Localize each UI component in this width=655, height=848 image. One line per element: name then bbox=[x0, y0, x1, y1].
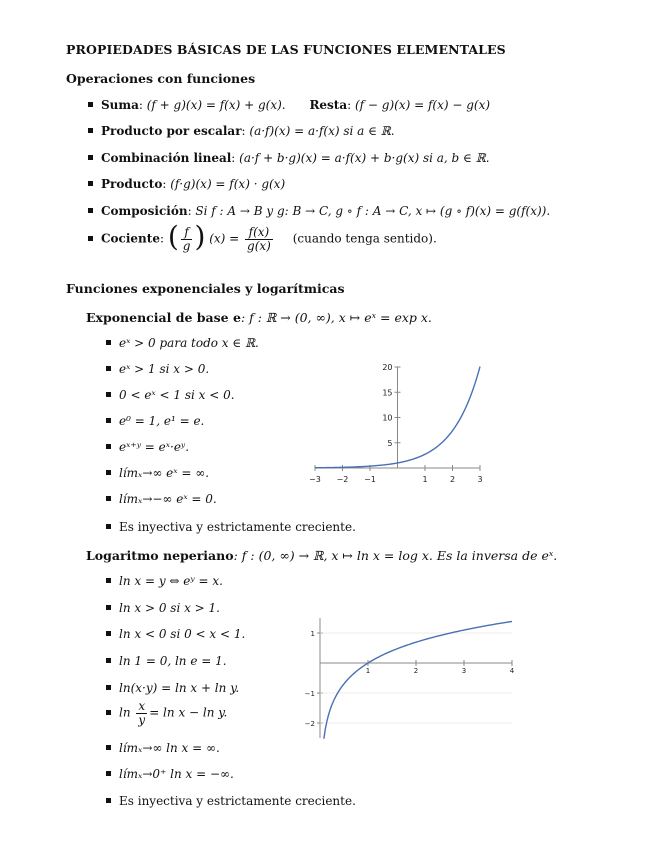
bullet-icon bbox=[88, 102, 93, 107]
expr-cociente-x: (x) = bbox=[209, 231, 240, 246]
list-item-log: límₓ→0⁺ ln x = −∞. bbox=[106, 767, 234, 781]
label-exponencial: Exponencial de base e bbox=[86, 310, 241, 325]
label-producto: Producto bbox=[101, 177, 163, 191]
exp-chart bbox=[300, 355, 500, 490]
list-item-cociente: Cociente: ( $\frac{f}{g}$ ) (x) = $\frac{f(x)}{g(x)}$ (cuando tenga sentido). bbox=[88, 225, 437, 253]
list-item-exp: Es inyectiva y estrictamente creciente. bbox=[106, 520, 356, 534]
bullet-icon bbox=[106, 392, 111, 397]
list-item-producto: Producto: (f·g)(x) = f(x) · g(x) bbox=[88, 177, 285, 191]
list-item-log: Es inyectiva y estrictamente creciente. bbox=[106, 794, 356, 808]
bullet-icon bbox=[88, 236, 93, 241]
y-tick-label: −2 bbox=[304, 720, 315, 728]
fraction-fx-over-gx: $\frac{f(x)}{g(x)}$ bbox=[247, 224, 271, 253]
expr-exponencial: : f : ℝ → (0, ∞), x ↦ eˣ = exp x. bbox=[240, 310, 432, 325]
bullet-icon bbox=[106, 496, 111, 501]
bullet-icon bbox=[106, 418, 111, 423]
expr-composicion: Si f : A → B y g: B → C, g ∘ f : A → C, x ↦ (g ∘ f)(x) = g(f(x)). bbox=[195, 204, 551, 218]
bullet-icon bbox=[106, 578, 111, 583]
list-item-exp: eˣ > 1 si x > 0. bbox=[106, 362, 209, 376]
bullet-icon bbox=[106, 745, 111, 750]
y-tick-label: 10 bbox=[382, 413, 393, 423]
y-tick-label: 5 bbox=[387, 438, 393, 448]
expr-escalar: (a·f)(x) = a·f(x) si a ∈ ℝ. bbox=[249, 124, 395, 138]
y-tick-label: 15 bbox=[382, 388, 393, 398]
list-item-log: ln x < 0 si 0 < x < 1. bbox=[106, 627, 245, 641]
list-item-exp: límₓ→∞ eˣ = ∞. bbox=[106, 466, 209, 480]
page-title: PROPIEDADES BÁSICAS DE LAS FUNCIONES ELEMENTALES bbox=[66, 42, 506, 57]
bullet-icon bbox=[106, 470, 111, 475]
bullet-icon bbox=[106, 366, 111, 371]
label-logaritmo: Logaritmo neperiano bbox=[86, 548, 234, 563]
bullet-icon bbox=[106, 340, 111, 345]
x-tick-label: 4 bbox=[509, 667, 515, 675]
expr-resta: (f − g)(x) = f(x) − g(x) bbox=[354, 98, 491, 112]
cociente-note: (cuando tenga sentido). bbox=[292, 231, 437, 246]
x-tick-label: −1 bbox=[364, 475, 376, 484]
expr-suma: (f + g)(x) = f(x) + g(x). bbox=[146, 98, 286, 112]
series-line bbox=[324, 621, 512, 738]
bullet-icon bbox=[106, 798, 111, 803]
bullet-icon bbox=[106, 605, 111, 610]
x-tick-label: −3 bbox=[309, 475, 321, 484]
list-item-exp: e⁰ = 1, e¹ = e. bbox=[106, 414, 204, 428]
list-item-exp: eˣ > 0 para todo x ∈ ℝ. bbox=[106, 336, 259, 350]
x-tick-label: 1 bbox=[365, 667, 371, 675]
y-tick-label: −1 bbox=[304, 690, 315, 698]
bullet-icon bbox=[106, 710, 111, 715]
fraction-f-over-g: $\frac{f}{g}$ bbox=[182, 224, 191, 253]
bullet-icon bbox=[88, 155, 93, 160]
list-item-log: ln x = y ⇔ eʸ = x. bbox=[106, 574, 223, 588]
bullet-icon bbox=[106, 444, 111, 449]
list-item-log: límₓ→∞ ln x = ∞. bbox=[106, 741, 220, 755]
exp-definition bbox=[86, 310, 432, 325]
section-heading-exponenciales: Funciones exponenciales y logarítmicas bbox=[66, 281, 345, 296]
list-item-exp: eˣ⁺ʸ = eˣ·eʸ. bbox=[106, 440, 189, 454]
list-item-log: ln 1 = 0, ln e = 1. bbox=[106, 654, 227, 668]
label-resta: Resta bbox=[309, 98, 348, 112]
list-item-log: ln x > 0 si x > 1. bbox=[106, 601, 220, 615]
y-tick-label: 20 bbox=[382, 363, 393, 372]
bullet-icon bbox=[106, 771, 111, 776]
bullet-icon bbox=[106, 524, 111, 529]
log-definition bbox=[86, 548, 557, 563]
list-item-exp: límₓ→−∞ eˣ = 0. bbox=[106, 492, 217, 506]
bullet-icon bbox=[88, 128, 93, 133]
label-composicion: Composición bbox=[101, 204, 188, 218]
expr-producto: (f·g)(x) = f(x) · g(x) bbox=[170, 177, 286, 191]
label-suma: Suma bbox=[101, 98, 139, 112]
x-tick-label: 3 bbox=[477, 475, 483, 484]
bullet-icon bbox=[88, 208, 93, 213]
list-item-composicion: Composición: Si f : A → B y g: B → C, g ∘ f : A → C, x ↦ (g ∘ f)(x) = g(f(x)). bbox=[88, 204, 550, 218]
list-item-combinacion: Combinación lineal: (a·f + b·g)(x) = a·f(x) + b·g(x) si a, b ∈ ℝ. bbox=[88, 151, 490, 165]
x-tick-label: 2 bbox=[449, 475, 456, 484]
label-escalar: Producto por escalar bbox=[101, 124, 242, 138]
label-cociente: Cociente bbox=[101, 231, 160, 246]
label-combinacion: Combinación lineal bbox=[101, 151, 232, 165]
list-item-log: ln $\frac{x}{y}$ = ln x − ln y. bbox=[106, 700, 227, 726]
x-tick-label: 1 bbox=[422, 475, 428, 484]
list-item-escalar: Producto por escalar: (a·f)(x) = a·f(x) si a ∈ ℝ. bbox=[88, 124, 395, 138]
log-chart bbox=[300, 612, 520, 742]
bullet-icon bbox=[88, 181, 93, 186]
x-tick-label: 2 bbox=[413, 667, 419, 675]
bullet-icon bbox=[106, 685, 111, 690]
list-item-log: ln(x·y) = ln x + ln y. bbox=[106, 681, 239, 695]
section-heading-operaciones: Operaciones con funciones bbox=[66, 71, 256, 86]
y-tick-label: 1 bbox=[310, 630, 315, 638]
x-tick-label: −2 bbox=[336, 475, 349, 484]
fraction-x-over-y: $\frac{x}{y}$ bbox=[138, 699, 146, 727]
bullet-icon bbox=[106, 631, 111, 636]
x-tick-label: 3 bbox=[461, 667, 467, 675]
list-item-exp: 0 < eˣ < 1 si x < 0. bbox=[106, 388, 235, 402]
list-item-suma: Suma: (f + g)(x) = f(x) + g(x). Resta: (f − g)(x) = f(x) − g(x) bbox=[88, 98, 490, 112]
expr-logaritmo: : f : (0, ∞) → ℝ, x ↦ ln x = log x. Es la inversa de eˣ. bbox=[233, 548, 558, 563]
expr-combinacion: (a·f + b·g)(x) = a·f(x) + b·g(x) si a, b ∈ ℝ. bbox=[239, 151, 490, 165]
bullet-icon bbox=[106, 658, 111, 663]
